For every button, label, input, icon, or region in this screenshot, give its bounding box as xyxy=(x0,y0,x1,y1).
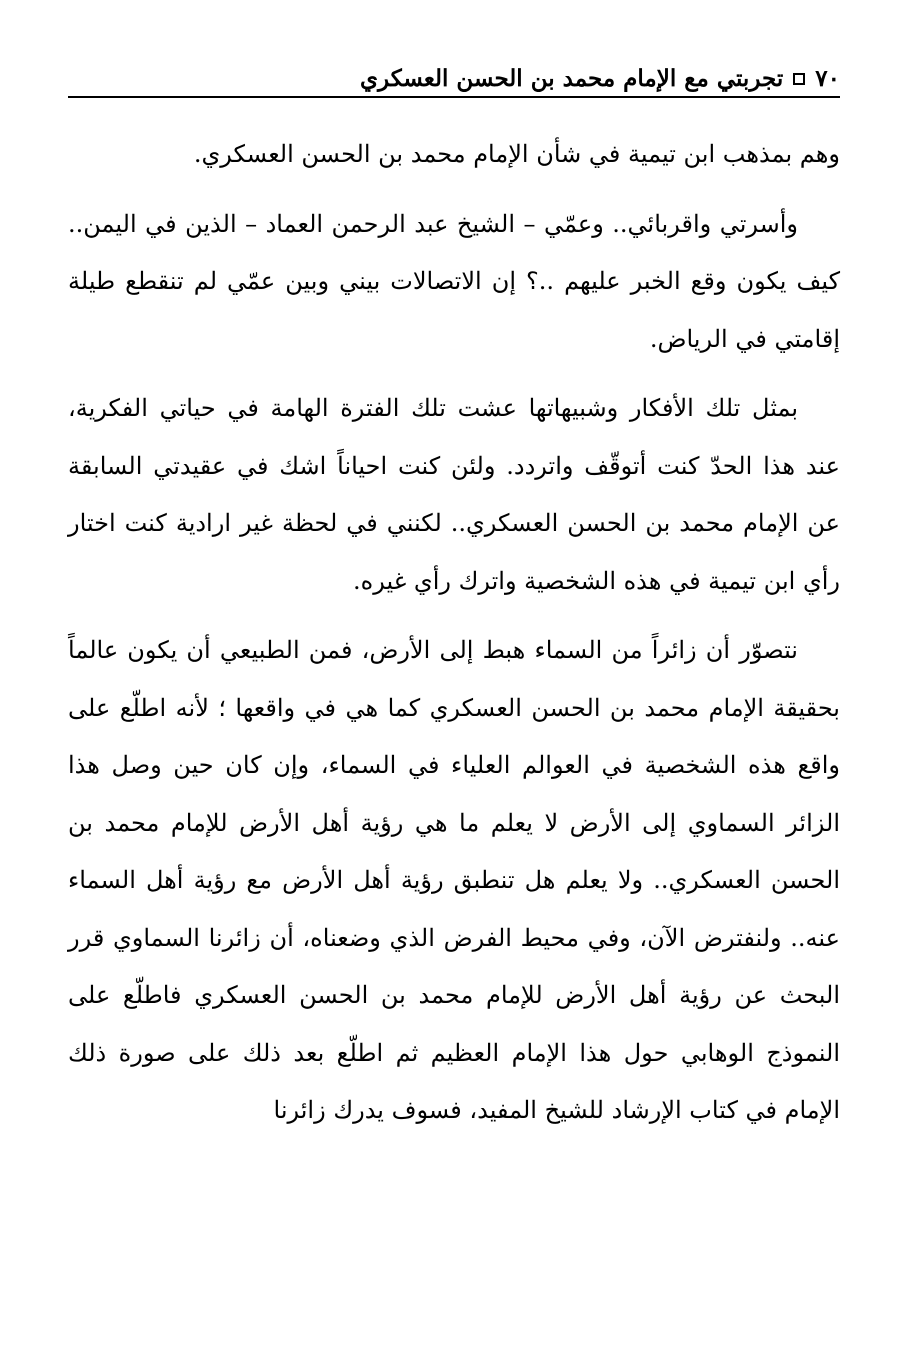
paragraph-continued: وهم بمذهب ابن تيمية في شأن الإمام محمد بن الحسن العسكري. xyxy=(193,140,840,168)
body-text xyxy=(68,126,840,1324)
book-page xyxy=(68,34,840,1324)
page-number: ٧٠ xyxy=(815,65,840,92)
running-header xyxy=(68,48,840,98)
running-title: تجربتي مع الإمام محمد بن الحسن العسكري xyxy=(360,65,784,92)
paragraph: نتصوّر أن زائراً من السماء هبط إلى الأرض، فمن الطبيعي أن يكون عالماً بحقيقة الإمام محمد بن الحسن العسكري كما هي في واقعها ؛ لأنه اطلّع على واقع هذه الشخصية في العوالم العلياء في السماء، وإن كان حين وصل هذا الزائر السماوي إلى الأرض لا يعلم ما هي رؤية أهل الأرض للإمام محمد بن الحسن العسكري.. ولا يعلم هل تنطبق رؤية أهل الأرض مع رؤية أهل السماء عنه.. ولنفترض الآن، وفي محيط الفرض الذي وضعناه، أن زائرنا السماوي قرر البحث عن رؤية أهل الأرض للإمام محمد بن الحسن العسكري فاطلّع على النموذج الوهابي حول هذا الإمام العظيم ثم اطلّع بعد ذلك على صورة ذلك الإمام في كتاب الإرشاد للشيخ المفيد، فسوف يدرك زائرنا xyxy=(68,636,840,1124)
square-separator-icon xyxy=(793,73,805,85)
paragraph: وأسرتي واقربائي.. وعمّي – الشيخ عبد الرحمن العماد – الذين في اليمن.. كيف يكون وقع الخبر عليهم ..؟ إن الاتصالات بيني وبين عمّي لم تنقطع طيلة إقامتي في الرياض. xyxy=(68,209,840,353)
paragraph: بمثل تلك الأفكار وشبيهاتها عشت تلك الفترة الهامة في حياتي الفكرية، عند هذا الحدّ كنت أتوقّف واتردد. ولئن كنت احياناً اشك في عقيدتي السابقة عن الإمام محمد بن الحسن العسكري.. لكنني في لحظة غير ارادية كنت اختار رأي ابن تيمية في هذه الشخصية واترك رأي غيره. xyxy=(68,394,840,595)
running-header-content xyxy=(360,67,840,90)
